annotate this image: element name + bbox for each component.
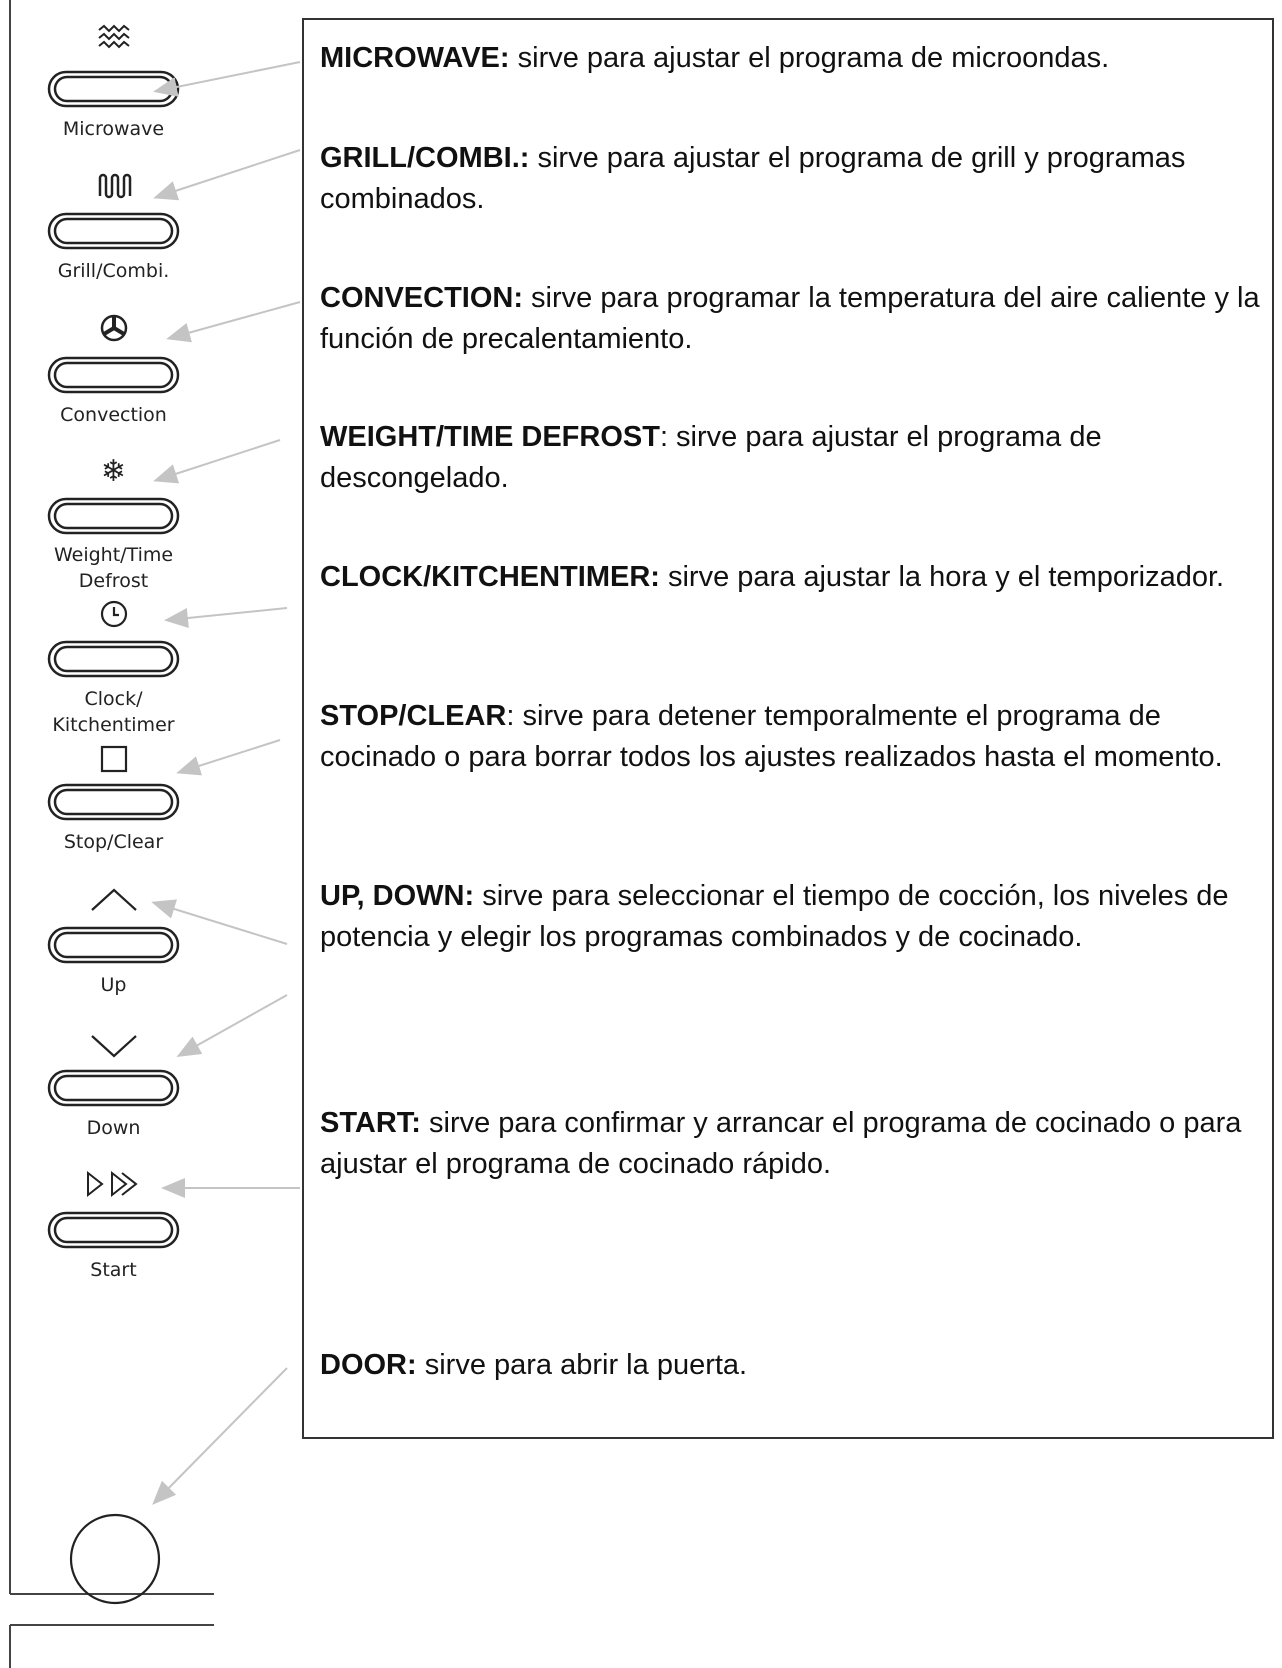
description-microwave (320, 38, 1260, 79)
term-convection: CONVECTION: (320, 282, 523, 314)
stop-clear-button[interactable] (47, 783, 180, 821)
description-start (320, 1103, 1260, 1185)
start-play-icon (26, 1170, 201, 1200)
text-grill-combi: sirve para ajustar el programa de grill y programas combinados. (320, 142, 1186, 215)
up-label: Up (100, 974, 127, 996)
clock-kitchentimer-button[interactable] (47, 640, 180, 678)
text-convection: sirve para programar la temperatura del aire caliente y la función de precalentamiento. (320, 282, 1260, 355)
door-button-circle-icon[interactable] (68, 1512, 162, 1606)
clock-icon (26, 599, 201, 629)
convection-button[interactable] (47, 356, 180, 394)
text-stop-clear: : sirve para detener temporalmente el programa de cocinado o para borrar todos los ajustes realizados hasta el momento. (320, 700, 1223, 773)
description-convection (320, 278, 1260, 360)
description-up-down (320, 876, 1260, 958)
term-defrost: WEIGHT/TIME DEFROST (320, 421, 660, 453)
down-label: Down (86, 1117, 141, 1139)
description-clock (320, 557, 1260, 598)
text-door: sirve para abrir la puerta. (416, 1349, 748, 1381)
microwave-waves-icon (26, 22, 201, 62)
term-door: DOOR: (320, 1349, 417, 1381)
text-defrost: : sirve para ajustar el programa de descongelado. (320, 421, 1102, 494)
grill-combi-button[interactable] (47, 212, 180, 250)
weight-time-defrost-button[interactable] (47, 497, 180, 535)
term-clock: CLOCK/KITCHENTIMER: (320, 561, 660, 593)
term-up-down: UP, DOWN: (320, 880, 475, 912)
start-label: Start (90, 1259, 137, 1281)
chevron-down-icon (26, 1033, 201, 1063)
start-button[interactable] (47, 1211, 180, 1249)
stop-square-icon (26, 744, 201, 774)
text-start: sirve para confirmar y arrancar el programa de cocinado o para ajustar el programa de cocinado rápido. (320, 1107, 1242, 1180)
text-up-down: sirve para seleccionar el tiempo de cocción, los niveles de potencia y elegir los programas combinados y de cocinado. (320, 880, 1229, 953)
term-microwave: MICROWAVE: (320, 42, 510, 74)
description-grill-combi (320, 138, 1260, 220)
convection-fan-icon (26, 313, 201, 343)
term-stop-clear: STOP/CLEAR (320, 700, 507, 732)
up-button[interactable] (47, 926, 180, 964)
text-microwave: sirve para ajustar el programa de microondas. (509, 42, 1110, 74)
snowflake-icon: ❄ (100, 455, 127, 488)
clock-label-line1: Clock/ (84, 688, 143, 710)
description-defrost (320, 417, 1260, 499)
description-door (320, 1345, 1260, 1386)
text-clock: sirve para ajustar la hora y el temporizador. (659, 561, 1225, 593)
microwave-button[interactable] (47, 70, 180, 108)
description-stop-clear (320, 696, 1260, 778)
down-button[interactable] (47, 1069, 180, 1107)
defrost-label-line1: Weight/Time (53, 544, 174, 566)
stop-clear-label: Stop/Clear (63, 831, 164, 853)
clock-label-line2: Kitchentimer (52, 714, 175, 736)
convection-label: Convection (60, 404, 167, 426)
defrost-label-line2: Defrost (78, 570, 149, 592)
chevron-up-icon (26, 887, 201, 917)
grill-combi-label: Grill/Combi. (57, 260, 170, 282)
term-grill-combi: GRILL/COMBI.: (320, 142, 530, 174)
term-start: START: (320, 1107, 421, 1139)
grill-heating-element-icon (26, 172, 201, 204)
microwave-label: Microwave (62, 118, 165, 140)
